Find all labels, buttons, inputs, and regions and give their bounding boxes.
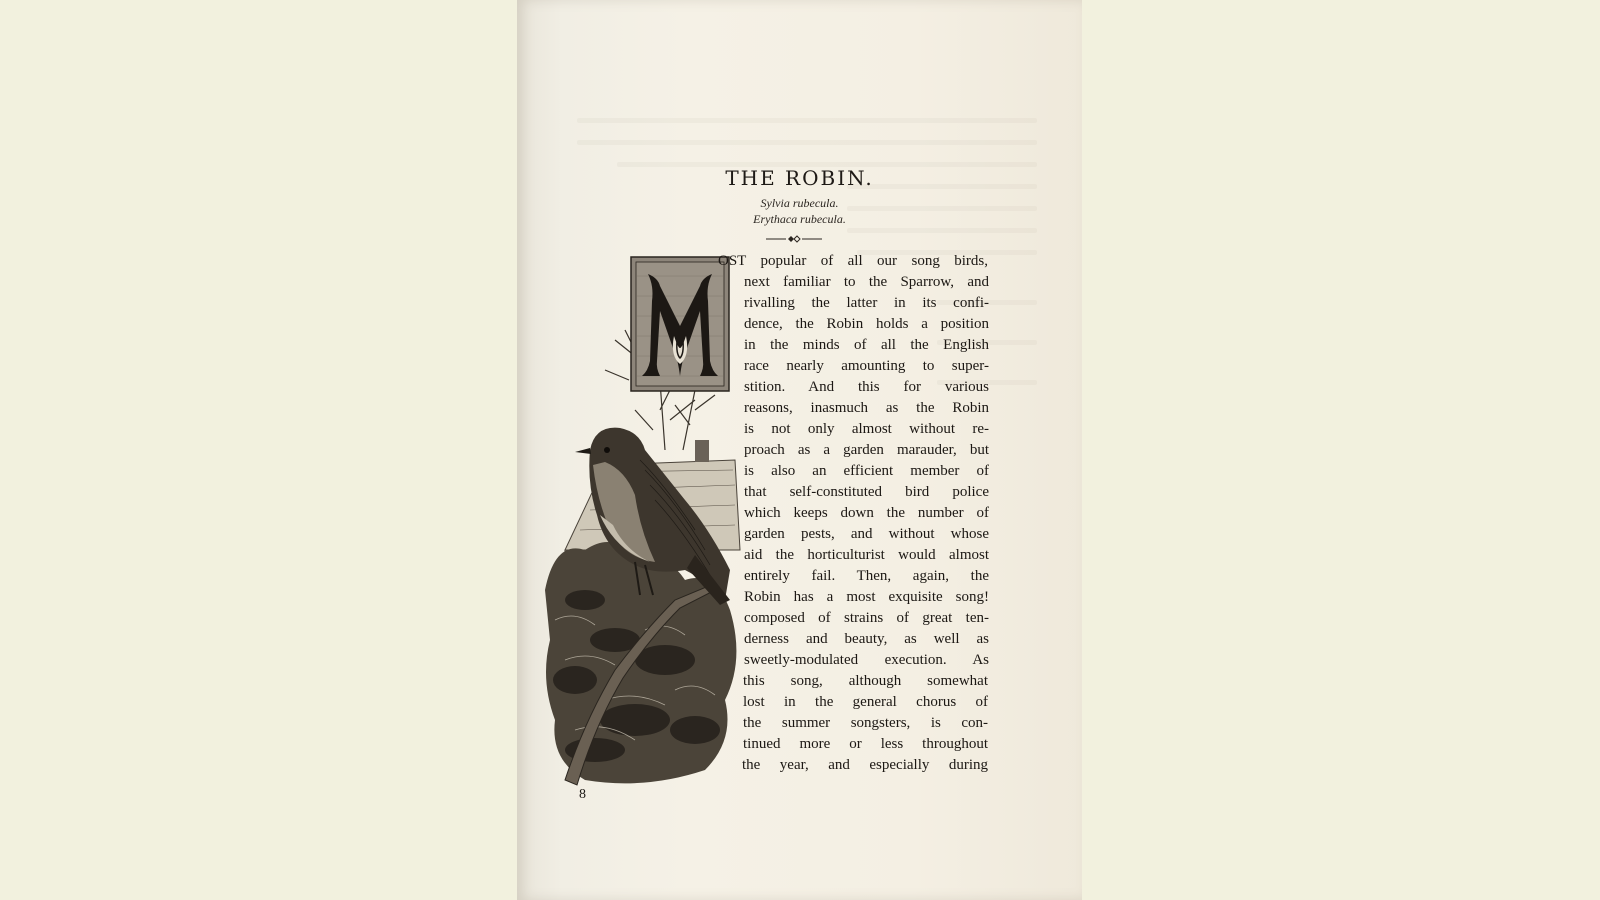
- text-line-1: OST popular of all our song birds,: [718, 253, 988, 269]
- text-line-16: entirely fail. Then, again, the: [744, 568, 989, 584]
- text-line-18: composed of strains of great ten-: [744, 610, 989, 626]
- text-line-4: dence, the Robin holds a position: [744, 316, 989, 332]
- text-line-20: sweetly-modulated execution. As: [744, 652, 989, 668]
- text-line-24: tinued more or less throughout: [743, 736, 988, 752]
- text-line-15: aid the horticulturist would almost: [744, 547, 989, 563]
- text-line-12: that self-constituted bird police: [744, 484, 989, 500]
- text-line-25: the year, and especially during: [742, 757, 988, 773]
- text-line-14: garden pests, and without whose: [744, 526, 989, 542]
- decorated-initial-m-icon: [630, 256, 730, 392]
- text-line-8: reasons, inasmuch as the Robin: [744, 400, 989, 416]
- text-line-22: lost in the general chorus of: [743, 694, 988, 710]
- latin-name-2: Erythaca rubecula.: [753, 212, 846, 226]
- text-line-11: is also an efficient member of: [744, 463, 989, 479]
- chapter-title: THE ROBIN.: [725, 166, 874, 190]
- book-page: [517, 0, 1082, 900]
- text-line-10: proach as a garden marauder, but: [744, 442, 989, 458]
- text-line-3: rivalling the latter in its confi-: [744, 295, 989, 311]
- text-line-6: race nearly amounting to super-: [744, 358, 989, 374]
- text-line-5: in the minds of all the English: [744, 337, 989, 353]
- text-line-21: this song, although somewhat: [743, 673, 988, 689]
- text-line-13: which keeps down the number of: [744, 505, 989, 521]
- text-line-17: Robin has a most exquisite song!: [744, 589, 989, 605]
- text-line-2: next familiar to the Sparrow, and: [744, 274, 989, 290]
- latin-name-1: Sylvia rubecula.: [760, 196, 839, 210]
- text-line-23: the summer songsters, is con-: [743, 715, 988, 731]
- text-line-7: stition. And this for various: [744, 379, 989, 395]
- text-line-19: derness and beauty, as well as: [744, 631, 989, 647]
- rule-ornament-icon: [764, 233, 824, 245]
- text-line-9: is not only almost without re-: [744, 421, 989, 437]
- page-number: 8: [579, 787, 586, 802]
